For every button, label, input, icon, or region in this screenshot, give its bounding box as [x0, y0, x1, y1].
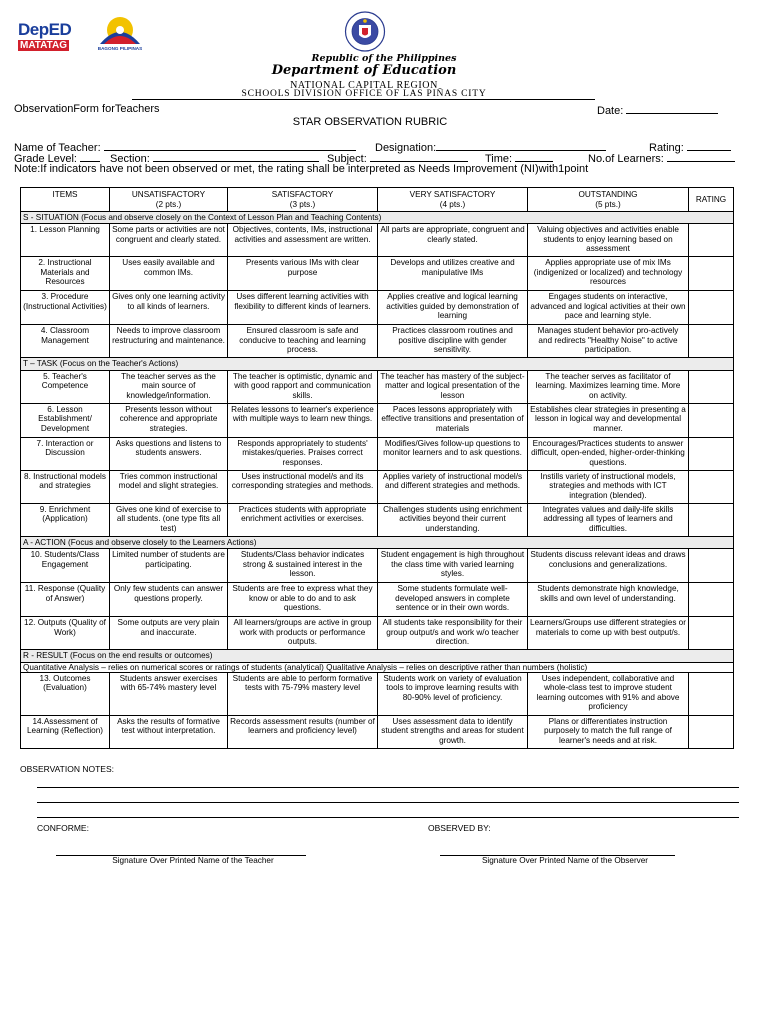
designation-label: Designation: — [375, 142, 437, 154]
sat-cell: All learners/groups are active in group work with products or performance outputs. — [228, 617, 378, 650]
bagong-pilipinas-logo — [90, 14, 150, 54]
unsat-cell: Gives only one learning activity to all kinds of learners. — [110, 291, 228, 325]
item-cell: 8. Instructional models and strategies — [21, 470, 110, 503]
unsat-cell: Uses easily available and common IMs. — [110, 257, 228, 291]
vsat-cell: Uses assessment data to identify student strengths and areas for student growth. — [378, 716, 528, 749]
unsat-cell: Asks questions and listens to students answers. — [110, 437, 228, 470]
rating-cell[interactable] — [689, 549, 734, 583]
vsat-cell: Paces lessons appropriately with effective transitions and presentation of materials — [378, 403, 528, 437]
unsat-cell: Students answer exercises with 65-74% mastery level — [110, 673, 228, 716]
bagong-pilipinas-emblem-icon — [90, 14, 150, 48]
items-header — [21, 188, 110, 212]
sat-cell: Students are free to express what they know or able to do and to ask questions. — [228, 583, 378, 617]
sat-cell: Presents various IMs with clear purpose — [228, 257, 378, 291]
table-row — [21, 617, 734, 650]
deped-logo-text: DepED — [18, 20, 72, 39]
rating-cell[interactable] — [689, 224, 734, 257]
out-cell: Engages students on interactive, advanced and logical activities at their own pace and learning style. — [528, 291, 689, 325]
section-blank[interactable] — [153, 151, 319, 162]
table-row — [21, 437, 734, 470]
out-cell: Encourages/Practices students to answer difficult, open-ended, higher-order-thinking questions. — [528, 437, 689, 470]
subject-blank[interactable] — [370, 151, 468, 162]
out-cell: Students discuss relevant ideas and draws conclusions and generalizations. — [528, 549, 689, 583]
notes-line-2[interactable] — [37, 802, 739, 803]
grade-label: Grade Level: — [14, 153, 77, 165]
note-text: Note:If indicators have not been observed or met, the rating shall be interpreted as Needs Improvement (NI)with1point — [14, 163, 589, 175]
rating-label: Rating: — [649, 142, 684, 154]
item-cell: 6. Lesson Establishment/ Development — [21, 403, 110, 437]
out-cell: Manages student behavior pro-actively and redirects "Healthy Noise" to active participation. — [528, 325, 689, 358]
unsat-cell: Gives one kind of exercise to all students. (one type fits all test) — [110, 503, 228, 536]
region-line: NATIONAL CAPITAL REGION — [290, 80, 438, 91]
out-label: OUTSTANDING — [578, 190, 638, 200]
grade-blank[interactable] — [80, 151, 100, 162]
observer-signature-caption: Signature Over Printed Name of the Observer — [481, 856, 649, 865]
unsat-cell: Limited number of students are participating. — [110, 549, 228, 583]
rubric-title: STAR OBSERVATION RUBRIC — [292, 116, 448, 128]
section-task — [21, 358, 734, 370]
deped-logo — [18, 20, 82, 54]
learners-field[interactable] — [588, 151, 735, 165]
out-points: (5 pts.) — [595, 199, 621, 209]
time-blank[interactable] — [515, 151, 553, 162]
notes-line-1[interactable] — [37, 787, 739, 788]
date-field[interactable] — [597, 103, 718, 117]
out-cell: Valuing objectives and activities enable students to enjoy learning based on assessment — [528, 224, 689, 257]
rating-cell[interactable] — [689, 437, 734, 470]
date-label: Date: — [597, 105, 624, 117]
vsat-points: (4 pts.) — [439, 199, 466, 209]
designation-blank[interactable] — [436, 140, 606, 151]
out-cell: Plans or differentiates instruction purposely to match the full range of learner's needs and at risk. — [528, 716, 689, 749]
division-line: SCHOOLS DIVISION OFFICE OF LAS PIÑAS CITY — [241, 89, 487, 99]
rating-blank[interactable] — [687, 140, 731, 151]
unsat-cell: Some parts or activities are not congruent and clearly stated. — [110, 224, 228, 257]
vsat-cell: Develops and utilizes creative and manipulative IMs — [378, 257, 528, 291]
item-cell: 14.Assessment of Learning (Reflection) — [21, 716, 110, 749]
unsat-cell: Only few students can answer questions properly. — [110, 583, 228, 617]
sat-cell: Responds appropriately to students' mistakes/queries. Praises correct responses. — [228, 437, 378, 470]
table-row — [21, 716, 734, 749]
teacher-blank[interactable] — [104, 140, 356, 151]
item-cell: 10. Students/Class Engagement — [21, 549, 110, 583]
time-label: Time: — [485, 153, 513, 165]
deped-seal-icon — [337, 11, 393, 52]
sat-cell: Uses instructional model/s and its corresponding strategies and methods. — [228, 470, 378, 503]
out-cell: The teacher serves as facilitator of learning. Maximizes learning time. More on activity. — [528, 370, 689, 403]
sat-cell: Students/Class behavior indicates strong & sustained interest in the lesson. — [228, 549, 378, 583]
sat-cell: Relates lessons to learner's experience with multiple ways to learn new things. — [228, 403, 378, 437]
bagong-pilipinas-text: BAGONG PILIPINAS — [97, 46, 143, 51]
rating-cell[interactable] — [689, 370, 734, 403]
vsat-cell: The teacher has mastery of the subject-matter and logical presentation of the lesson — [378, 370, 528, 403]
section-situation — [21, 212, 734, 224]
vsat-cell: Student engagement is high throughout the class time with varied learning styles. — [378, 549, 528, 583]
sat-cell: Objectives, contents, IMs, instructional activities and assessment are written. — [228, 224, 378, 257]
sat-cell: Practices students with appropriate enrichment activities or exercises. — [228, 503, 378, 536]
vsat-cell: Modifies/Gives follow-up questions to monitor learners and to ask questions. — [378, 437, 528, 470]
table-row — [21, 325, 734, 358]
out-cell: Applies appropriate use of mix IMs (indigenized or localized) and technology resources — [528, 257, 689, 291]
out-cell: Instills variety of instructional models, strategies and methods with ICT integration (blended). — [528, 470, 689, 503]
vsat-cell: All students take responsibility for their group output/s and work w/o teacher direction. — [378, 617, 528, 650]
sat-cell: Uses different learning activities with flexibility to different kinds of learners. — [228, 291, 378, 325]
unsat-cell: Tries common instructional model and slight strategies. — [110, 470, 228, 503]
observation-form-label: ObservationForm forTeachers — [14, 103, 160, 115]
republic-line: Republic of the Philippines — [311, 53, 457, 64]
section-situation-label: S - SITUATION (Focus and observe closely on the Context of Lesson Plan and Teaching Contents) — [21, 212, 734, 224]
table-row — [21, 549, 734, 583]
section-result-analysis-label: Quantitative Analysis – relies on numerical scores or ratings of students (analytical) Qualitative Analysis – relies on descriptive rather than numbers (holistic) — [21, 662, 734, 672]
item-cell: 9. Enrichment (Application) — [21, 503, 110, 536]
vsat-cell: Applies variety of instructional model/s and different strategies and methods. — [378, 470, 528, 503]
vsat-cell: Challenges students using enrichment activities beyond their current understanding. — [378, 503, 528, 536]
table-row — [21, 370, 734, 403]
section-result — [21, 650, 734, 662]
vsat-cell: Students work on variety of evaluation tools to improve learning results with 80-90% level of proficiency. — [378, 673, 528, 716]
section-result-label: R - RESULT (Focus on the end results or outcomes) — [21, 650, 734, 662]
unsat-cell: Presents lesson without coherence and appropriate strategies. — [110, 403, 228, 437]
subject-label: Subject: — [327, 153, 367, 165]
item-cell: 2. Instructional Materials and Resources — [21, 257, 110, 291]
learners-blank[interactable] — [667, 151, 735, 162]
rating-cell[interactable] — [689, 257, 734, 291]
vsat-cell: Some students formulate well-developed answers in complete sentence or in their own words. — [378, 583, 528, 617]
letterhead — [0, 0, 768, 100]
item-cell: 5. Teacher's Competence — [21, 370, 110, 403]
table-row — [21, 403, 734, 437]
sat-cell: Students are able to perform formative tests with 75-79% mastery level — [228, 673, 378, 716]
matatag-logo-text: MATATAG — [20, 40, 68, 51]
item-cell: 1. Lesson Planning — [21, 224, 110, 257]
unsat-cell: Needs to improve classroom restructuring and maintenance. — [110, 325, 228, 358]
table-row — [21, 224, 734, 257]
teacher-label: Name of Teacher: — [14, 142, 101, 154]
item-cell: 13. Outcomes (Evaluation) — [21, 673, 110, 716]
rating-cell[interactable] — [689, 673, 734, 716]
item-cell: 11. Response (Quality of Answer) — [21, 583, 110, 617]
very-satisfactory-header — [378, 188, 528, 212]
vsat-cell: All parts are appropriate, congruent and clearly stated. — [378, 224, 528, 257]
department-line: Department of Education — [271, 63, 457, 78]
rating-cell[interactable] — [689, 583, 734, 617]
unsat-cell: Some outputs are very plain and inaccurate. — [110, 617, 228, 650]
item-cell: 7. Interaction or Discussion — [21, 437, 110, 470]
table-row — [21, 503, 734, 536]
table-row — [21, 673, 734, 716]
conforme-label: CONFORME: — [37, 823, 89, 833]
unsat-cell: Asks the results of formative test without interpretation. — [110, 716, 228, 749]
teacher-signature-caption: Signature Over Printed Name of the Teacher — [112, 856, 274, 865]
section-label: Section: — [110, 153, 150, 165]
out-cell: Students demonstrate high knowledge, skills and own level of understanding. — [528, 583, 689, 617]
table-row — [21, 291, 734, 325]
learners-label: No.of Learners: — [588, 153, 664, 165]
rubric-table — [20, 187, 734, 749]
out-cell: Integrates values and daily-life skills addressing all types of learners and difficulties. — [528, 503, 689, 536]
header-row — [21, 188, 734, 212]
deped-seal — [337, 11, 393, 52]
out-cell: Learners/Groups use different strategies or materials to come up with best output/s. — [528, 617, 689, 650]
section-action — [21, 536, 734, 548]
date-blank[interactable] — [626, 103, 718, 114]
unsat-points: (2 pts.) — [155, 199, 182, 209]
sat-label: SATISFACTORY — [271, 190, 334, 200]
sat-cell: Records assessment results (number of learners and proficiency level) — [228, 716, 378, 749]
observed-by-label: OBSERVED BY: — [428, 823, 491, 833]
rating-cell[interactable] — [689, 470, 734, 503]
rating-cell[interactable] — [689, 291, 734, 325]
table-row — [21, 257, 734, 291]
vsat-label: VERY SATISFACTORY — [409, 190, 496, 200]
vsat-cell: Applies creative and logical learning activities guided by demonstration of learning — [378, 291, 528, 325]
item-cell: 3. Procedure (Instructional Activities) — [21, 291, 110, 325]
section-task-label: T – TASK (Focus on the Teacher's Actions) — [21, 358, 734, 370]
header-divider — [132, 99, 595, 100]
notes-line-3[interactable] — [37, 817, 739, 818]
table-row — [21, 583, 734, 617]
items-header-label: ITEMS — [52, 190, 78, 200]
rating-cell[interactable] — [689, 403, 734, 437]
table-row — [21, 470, 734, 503]
sat-cell: The teacher is optimistic, dynamic and with good rapport and communication skills. — [228, 370, 378, 403]
outstanding-header — [528, 188, 689, 212]
rating-cell[interactable] — [689, 716, 734, 749]
unsatisfactory-header — [110, 188, 228, 212]
sat-points: (3 pts.) — [289, 199, 316, 209]
out-cell: Establishes clear strategies in presenting a lesson in logical way and developmental manner. — [528, 403, 689, 437]
satisfactory-header — [228, 188, 378, 212]
vsat-cell: Practices classroom routines and positive discipline with gender sensitivity. — [378, 325, 528, 358]
unsat-label: UNSATISFACTORY — [131, 190, 206, 200]
sat-cell: Ensured classroom is safe and conducive to teaching and learning process. — [228, 325, 378, 358]
section-result-analysis — [21, 662, 734, 672]
rating-cell[interactable] — [689, 325, 734, 358]
observation-notes-label: OBSERVATION NOTES: — [20, 764, 114, 774]
rating-cell[interactable] — [689, 617, 734, 650]
out-cell: Uses independent, collaborative and whole-class test to improve student learning outcomes with 91% and above proficiency — [528, 673, 689, 716]
item-cell: 12. Outputs (Quality of Work) — [21, 617, 110, 650]
unsat-cell: The teacher serves as the main source of knowledge/information. — [110, 370, 228, 403]
item-cell: 4. Classroom Management — [21, 325, 110, 358]
rating-cell[interactable] — [689, 503, 734, 536]
rating-header: RATING — [689, 188, 734, 212]
section-action-label: A - ACTION (Focus and observe closely to the Learners Actions) — [21, 536, 734, 548]
